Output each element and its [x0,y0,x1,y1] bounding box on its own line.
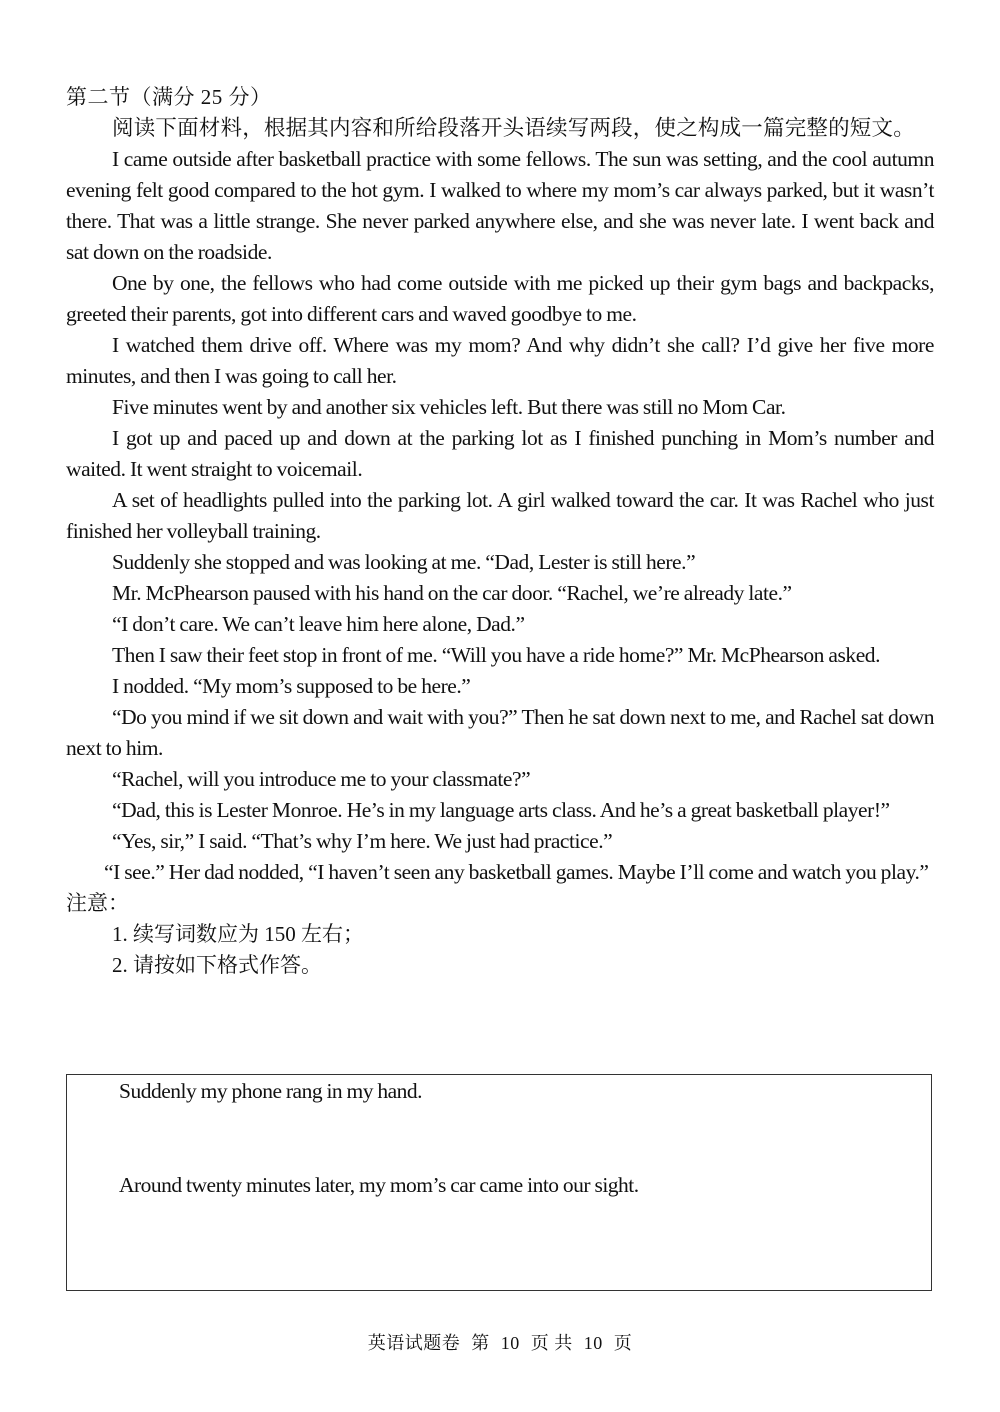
footer-subject: 英语试题卷 [367,1333,461,1353]
passage-paragraph: I came outside after basketball practice with some fellows. The sun was setting, and the cool autumn evening felt good compared to the hot gym. I walked to where my mom’s car always parked, but it wasn’t there. That was a little strange. She never parked anywhere else, and she was never late. I went back and sat down on the roadside. [66,147,934,264]
passage-paragraph: Then I saw their feet stop in front of me. “Will you have a ride home?” Mr. McPhearson asked. [112,643,881,667]
passage-paragraph: “I see.” Her dad nodded, “I haven’t seen any basketball games. Maybe I’ll come and watch you play.” [104,860,929,884]
footer-current-page: 10 [500,1333,520,1353]
paragraph-2-opening: Around twenty minutes later, my mom’s car came into our sight. [119,1173,639,1197]
note-item-word-count: 1. 续写词数应为 150 左右； [112,922,364,946]
footer-total-pages: 10 [583,1333,603,1353]
passage-paragraph: Mr. McPhearson paused with his hand on the car door. “Rachel, we’re already late.” [112,581,792,605]
passage-paragraph: I got up and paced up and down at the parking lot as I finished punching in Mom’s number and waited. It went straight to voicemail. [66,426,934,481]
passage-paragraph: “Yes, sir,” I said. “That’s why I’m here. We just had practice.” [112,829,613,853]
notes-section [66,888,934,981]
note-item-format: 2. 请按如下格式作答。 [112,953,322,977]
passage-paragraph: Suddenly she stopped and was looking at me. “Dad, Lester is still here.” [112,550,696,574]
footer-page-suffix: 页 [613,1333,633,1353]
footer-page-mid: 页 共 [530,1333,573,1353]
passage-paragraph: “I don’t care. We can’t leave him here alone, Dad.” [112,612,525,636]
reading-passage [66,144,934,888]
section-title: 第二节（满分 25 分） [66,85,272,109]
passage-paragraph: “Do you mind if we sit down and wait with you?” Then he sat down next to me, and Rachel sat down next to him. [66,705,934,760]
exam-page-content [66,82,934,981]
passage-paragraph: “Dad, this is Lester Monroe. He’s in my language arts class. And he’s a great basketball player!” [112,798,890,822]
paragraph-1-opening: Suddenly my phone rang in my hand. [119,1079,423,1103]
footer-page-prefix: 第 [471,1333,490,1353]
answer-box[interactable] [66,1074,932,1291]
passage-paragraph: “Rachel, will you introduce me to your classmate?” [112,767,531,791]
passage-paragraph: A set of headlights pulled into the parking lot. A girl walked toward the car. It was Rachel who just finished her volleyball training. [66,488,934,543]
task-instruction: 阅读下面材料，根据其内容和所给段落开头语续写两段，使之构成一篇完整的短文。 [112,116,915,140]
passage-paragraph: I watched them drive off. Where was my mom? And why didn’t she call? I’d give her five more minutes, and then I was going to call her. [66,333,934,388]
passage-paragraph: Five minutes went by and another six vehicles left. But there was still no Mom Car. [112,395,786,419]
passage-paragraph: One by one, the fellows who had come outside with me picked up their gym bags and backpacks, greeted their parents, got into different cars and waved goodbye to me. [66,271,934,326]
notes-title: 注意： [66,891,129,915]
page-footer [0,1329,1000,1355]
passage-paragraph: I nodded. “My mom’s supposed to be here.” [112,674,471,698]
